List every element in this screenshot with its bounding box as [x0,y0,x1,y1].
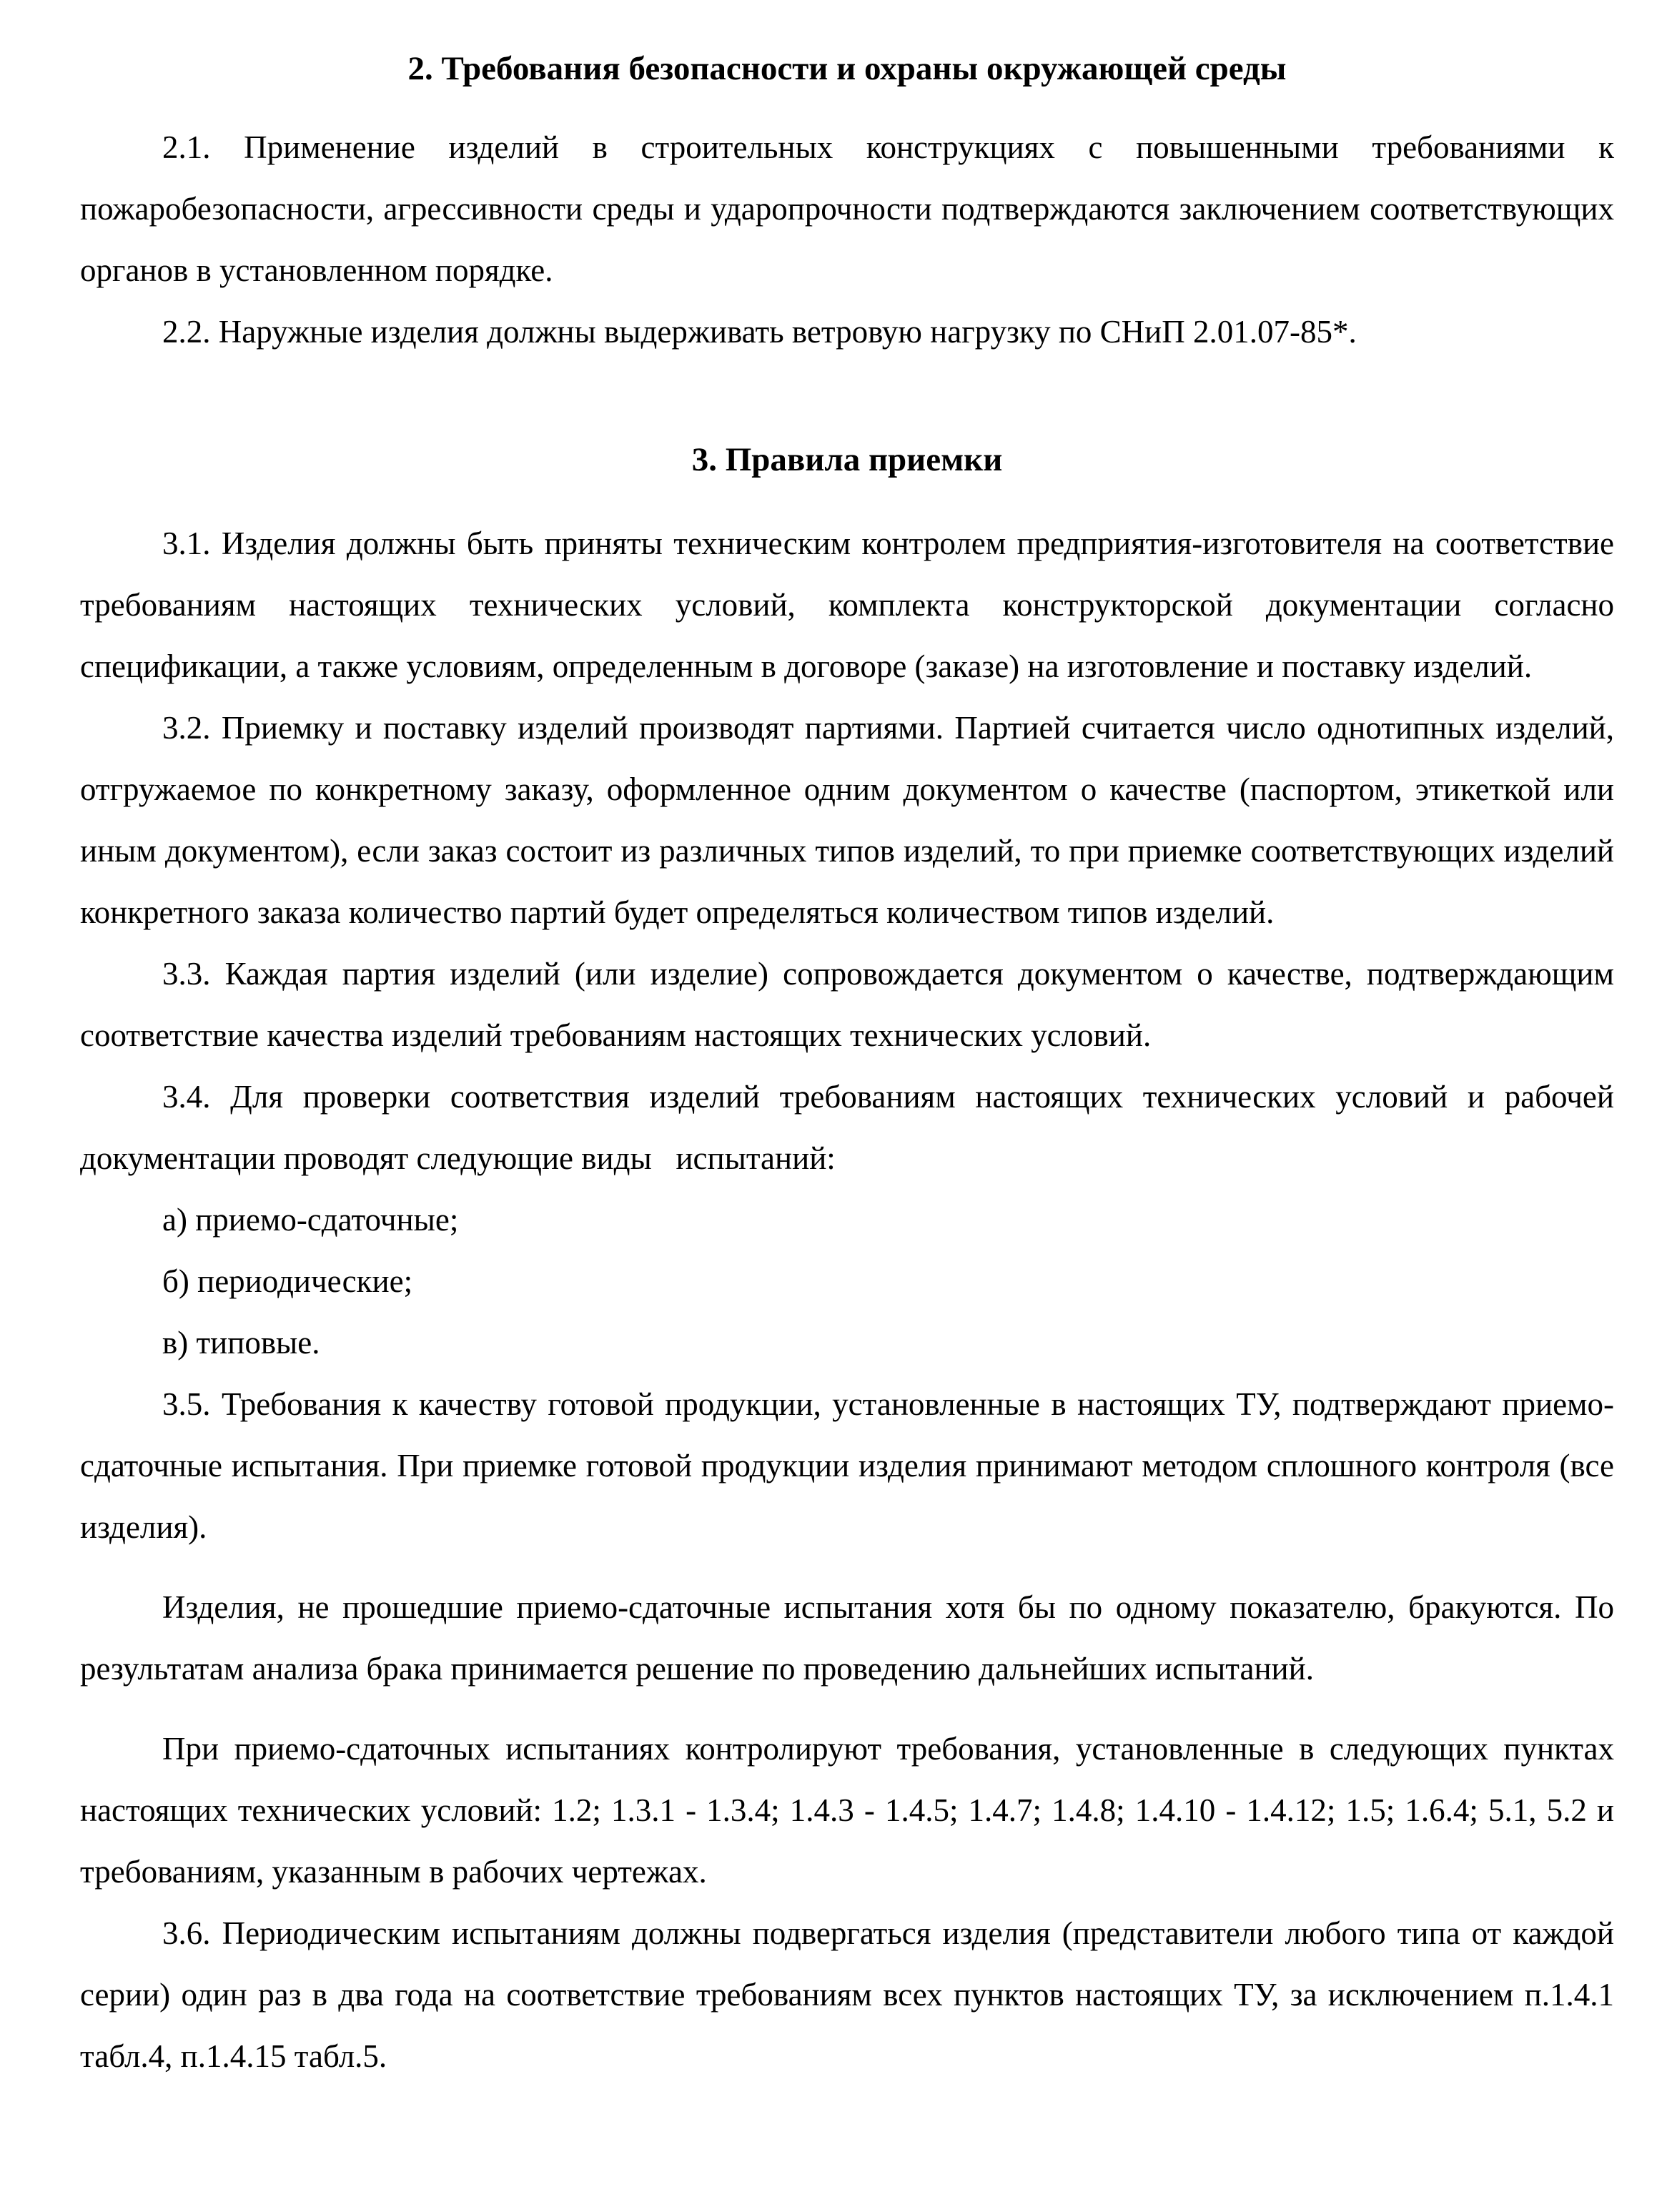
paragraph-3-1: 3.1. Изделия должны быть приняты техническим контролем предприятия-изготовителя на соответствие требованиям настоящих технических условий, комплекта конструкторской документации согласно спецификации, а также условиям, определенным в договоре (заказе) на изготовление и поставку изделий. [80,525,1614,684]
paragraph-2-2: 2.2. Наружные изделия должны выдерживать ветровую нагрузку по СНиП 2.01.07-85*. [162,314,1357,350]
section-3-heading: 3. Правила приемки [691,441,1003,478]
paragraph-3-5-rejection: Изделия, не прошедшие приемо-сдаточные испытания хотя бы по одному показателю, бракуются. По результатам анализа брака принимается решение по проведению дальнейших испытаний. [80,1589,1614,1687]
list-item-b: б) периодические; [162,1263,413,1299]
document-page [80,40,1623,2087]
paragraph-3-5-controlled-items: При приемо-сдаточных испытаниях контролируют требования, установленные в следующих пунктах настоящих технических условий: 1.2; 1.3.1 - 1.3.4; 1.4.3 - 1.4.5; 1.4.7; 1.4.8; 1.4.10 - 1.4.12; 1.5; 1.6.4; 5.1, 5.2 и требованиям, указанным в рабочих чертежах. [80,1731,1614,1890]
paragraph-3-5: 3.5. Требования к качеству готовой продукции, установленные в настоящих ТУ, подтверждают приемо-сдаточные испытания. При приемке готовой продукции изделия принимают методом сплошного контроля (все изделия). [80,1386,1614,1545]
paragraph-3-2: 3.2. Приемку и поставку изделий производят партиями. Партией считается число однотипных изделий, отгружаемое по конкретному заказу, оформленное одним документом о качестве (паспортом, этикеткой или иным документом), если заказ состоит из различных типов изделий, то при приемке соответствующих изделий конкретного заказа количество партий будет определяться количеством типов изделий. [80,710,1614,930]
list-item-c: в) типовые. [162,1325,320,1361]
paragraph-3-3: 3.3. Каждая партия изделий (или изделие) сопровождается документом о качестве, подтверждающим соответствие качества изделий требованиям настоящих технических условий. [80,956,1614,1053]
section-2-heading: 2. Требования безопасности и охраны окружающей среды [407,50,1287,87]
paragraph-2-1: 2.1. Применение изделий в строительных конструкциях с повышенными требованиями к пожаробезопасности, агрессивности среды и ударопрочности подтверждаются заключением соответствующих органов в установленном порядке. [80,129,1614,288]
paragraph-3-6: 3.6. Периодическим испытаниям должны подвергаться изделия (представители любого типа от каждой серии) один раз в два года на соответствие требованиям всех пунктов настоящих ТУ, за исключением п.1.4.1 табл.4, п.1.4.15 табл.5. [80,1915,1614,2074]
paragraph-3-4: 3.4. Для проверки соответствия изделий требованиям настоящих технических условий и рабочей документации проводят следующие виды испытаний: [80,1079,1623,1176]
list-item-a: а) приемо-сдаточные; [162,1202,459,1238]
